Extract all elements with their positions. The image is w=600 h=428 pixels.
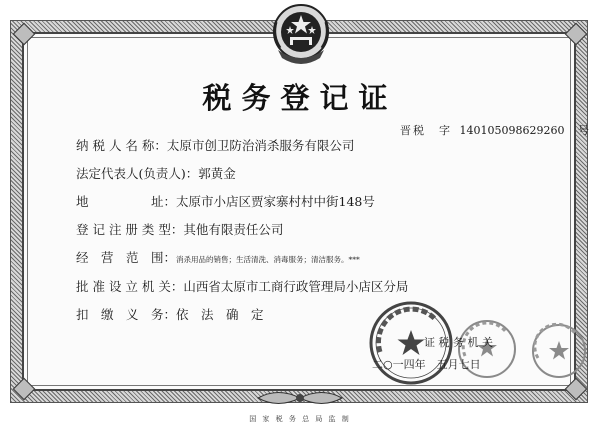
field-label: 登 记 注 册 类 型： bbox=[76, 222, 184, 237]
registration-number-label: 晋税 字 bbox=[400, 124, 452, 137]
field-taxpayer-name bbox=[76, 136, 354, 154]
field-value: 消杀用品的销售；生活清洗、消毒服务；清洁服务。*** bbox=[176, 255, 360, 264]
registration-number-suffix: 号 bbox=[577, 124, 589, 137]
field-registration-type bbox=[76, 220, 283, 238]
field-value: 郭黄金 bbox=[198, 166, 236, 181]
bottom-ornament-icon bbox=[256, 387, 344, 409]
field-approving-authority bbox=[76, 277, 408, 295]
certificate-title: 税务登记证 bbox=[202, 81, 398, 115]
registration-number-value: 140105098629260 bbox=[459, 124, 565, 137]
footer-supervision-note: 国 家 税 务 总 局 监 制 bbox=[249, 415, 351, 423]
field-label: 扣 缴 义 务： bbox=[76, 307, 177, 322]
field-value: 太原市小店区贾家寨村村中街148号 bbox=[176, 194, 375, 209]
field-label: 经 营 范 围： bbox=[76, 250, 177, 265]
issue-date: 二○一四年 五月七日 bbox=[372, 358, 481, 371]
field-value: 太原市创卫防治消杀服务有限公司 bbox=[166, 138, 355, 153]
field-label: 法定代表人(负责人)： bbox=[76, 166, 199, 181]
national-emblem-icon bbox=[270, 2, 332, 68]
field-withholding-obligation bbox=[76, 305, 264, 323]
secondary-seal-icon bbox=[530, 322, 588, 380]
field-label: 纳 税 人 名 称： bbox=[76, 138, 167, 153]
field-label: 批 准 设 立 机 关： bbox=[76, 279, 184, 294]
issuing-authority: 证 税 务 机 关 bbox=[424, 336, 493, 349]
field-address bbox=[76, 192, 375, 210]
field-value: 其他有限责任公司 bbox=[183, 222, 284, 237]
field-value: 山西省太原市工商行政管理局小店区分局 bbox=[183, 279, 409, 294]
registration-number bbox=[400, 122, 589, 138]
field-value: 依 法 确 定 bbox=[176, 307, 264, 322]
field-label: 地 址： bbox=[76, 194, 177, 209]
field-business-scope bbox=[76, 248, 360, 266]
field-legal-representative bbox=[76, 164, 236, 182]
